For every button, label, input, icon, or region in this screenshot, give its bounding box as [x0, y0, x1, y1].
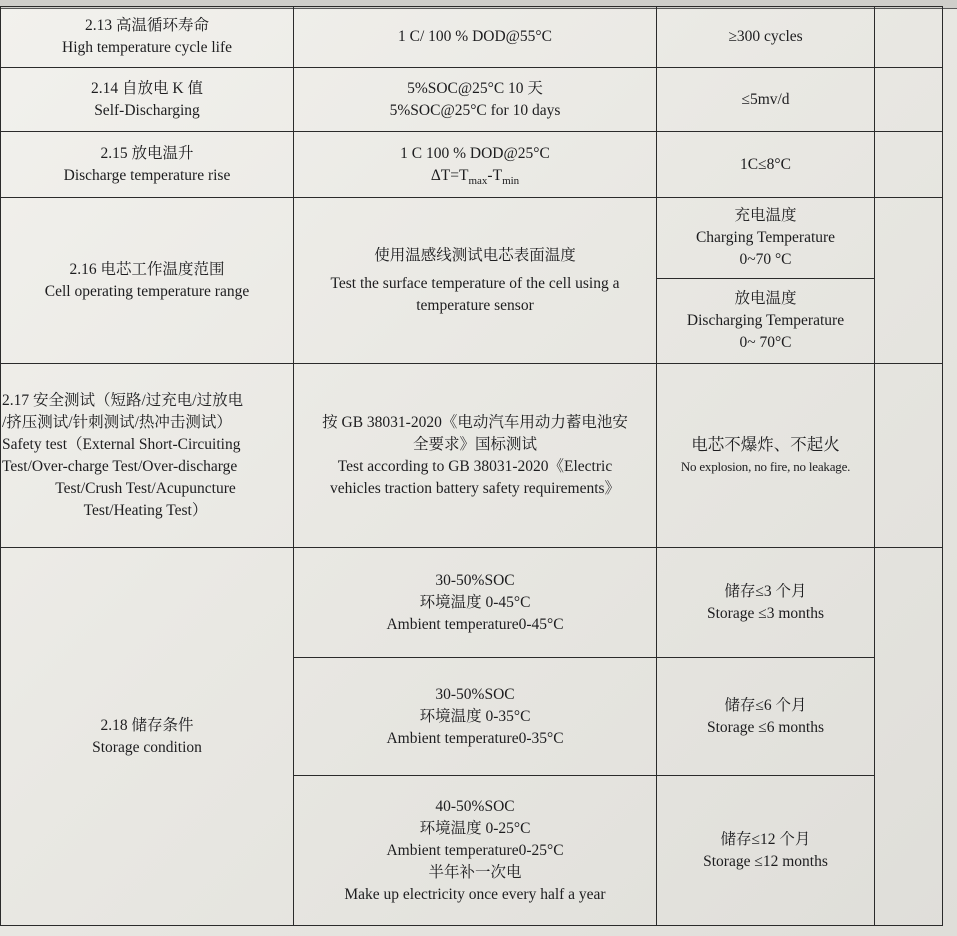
requirement-cell: 1C≤8°C: [657, 132, 875, 198]
requirement-cell: 储存≤3 个月 Storage ≤3 months: [657, 548, 875, 658]
requirement-cell: ≤5mv/d: [657, 68, 875, 132]
condition-cell: 40-50%SOC 环境温度 0-25°C Ambient temperature0-25°C 半年补一次电 Make up electricity once every half a year: [294, 776, 657, 926]
discharging-temperature-cell: 放电温度 Discharging Temperature 0~ 70°C: [657, 279, 875, 364]
item-cell: 2.17 安全测试（短路/过充电/过放电 /挤压测试/针刺测试/热冲击测试） Safety test（External Short-Circuiting Test/Over-charge Test/Over-discharge Test/Crush Test/Acupuncture Test/Heating Test）: [1, 364, 294, 548]
remark-cell: [875, 364, 943, 548]
remark-cell: [875, 7, 943, 68]
item-cell: 2.16 电芯工作温度范围 Cell operating temperature range: [1, 198, 294, 364]
item-cell: 2.15 放电温升 Discharge temperature rise: [1, 132, 294, 198]
table-row-2-16-charging: [1, 198, 943, 279]
condition-cell: 30-50%SOC 环境温度 0-35°C Ambient temperature0-35°C: [294, 658, 657, 776]
requirement-cell: ≥300 cycles: [657, 7, 875, 68]
requirement-cell: 储存≤6 个月 Storage ≤6 months: [657, 658, 875, 776]
specification-table: [0, 6, 943, 926]
remark-cell: [875, 132, 943, 198]
condition-cell: 30-50%SOC 环境温度 0-45°C Ambient temperature0-45°C: [294, 548, 657, 658]
table-row-2-17: [1, 364, 943, 548]
table-row-2-14: [1, 68, 943, 132]
requirement-cell: 电芯不爆炸、不起火 No explosion, no fire, no leakage.: [657, 364, 875, 548]
item-cell: 2.14 自放电 K 值 Self-Discharging: [1, 68, 294, 132]
item-cell: 2.18 储存条件 Storage condition: [1, 548, 294, 926]
condition-cell: 1 C/ 100 % DOD@55°C: [294, 7, 657, 68]
table-row-2-13: [1, 7, 943, 68]
condition-cell: 5%SOC@25°C 10 天 5%SOC@25°C for 10 days: [294, 68, 657, 132]
charging-temperature-cell: 充电温度 Charging Temperature 0~70 °C: [657, 198, 875, 279]
remark-cell: [875, 548, 943, 926]
requirement-cell: 储存≤12 个月 Storage ≤12 months: [657, 776, 875, 926]
condition-cell: 使用温感线测试电芯表面温度 Test the surface temperature of the cell using a temperature sensor: [294, 198, 657, 364]
condition-cell: 按 GB 38031-2020《电动汽车用动力蓄电池安 全要求》国标测试 Test according to GB 38031-2020《Electric vehicles traction battery safety requirements》: [294, 364, 657, 548]
condition-cell: 1 C 100 % DOD@25°C $\Delta T=T_{max}-T_{min}$: [294, 132, 657, 198]
remark-cell: [875, 198, 943, 364]
table-row-2-15: [1, 132, 943, 198]
table-row-2-18-a: [1, 548, 943, 658]
item-cell: 2.13 高温循环寿命 High temperature cycle life: [1, 7, 294, 68]
remark-cell: [875, 68, 943, 132]
temperature-rise-formula: $\Delta T=T_{max}-T_{min}$: [430, 166, 520, 187]
